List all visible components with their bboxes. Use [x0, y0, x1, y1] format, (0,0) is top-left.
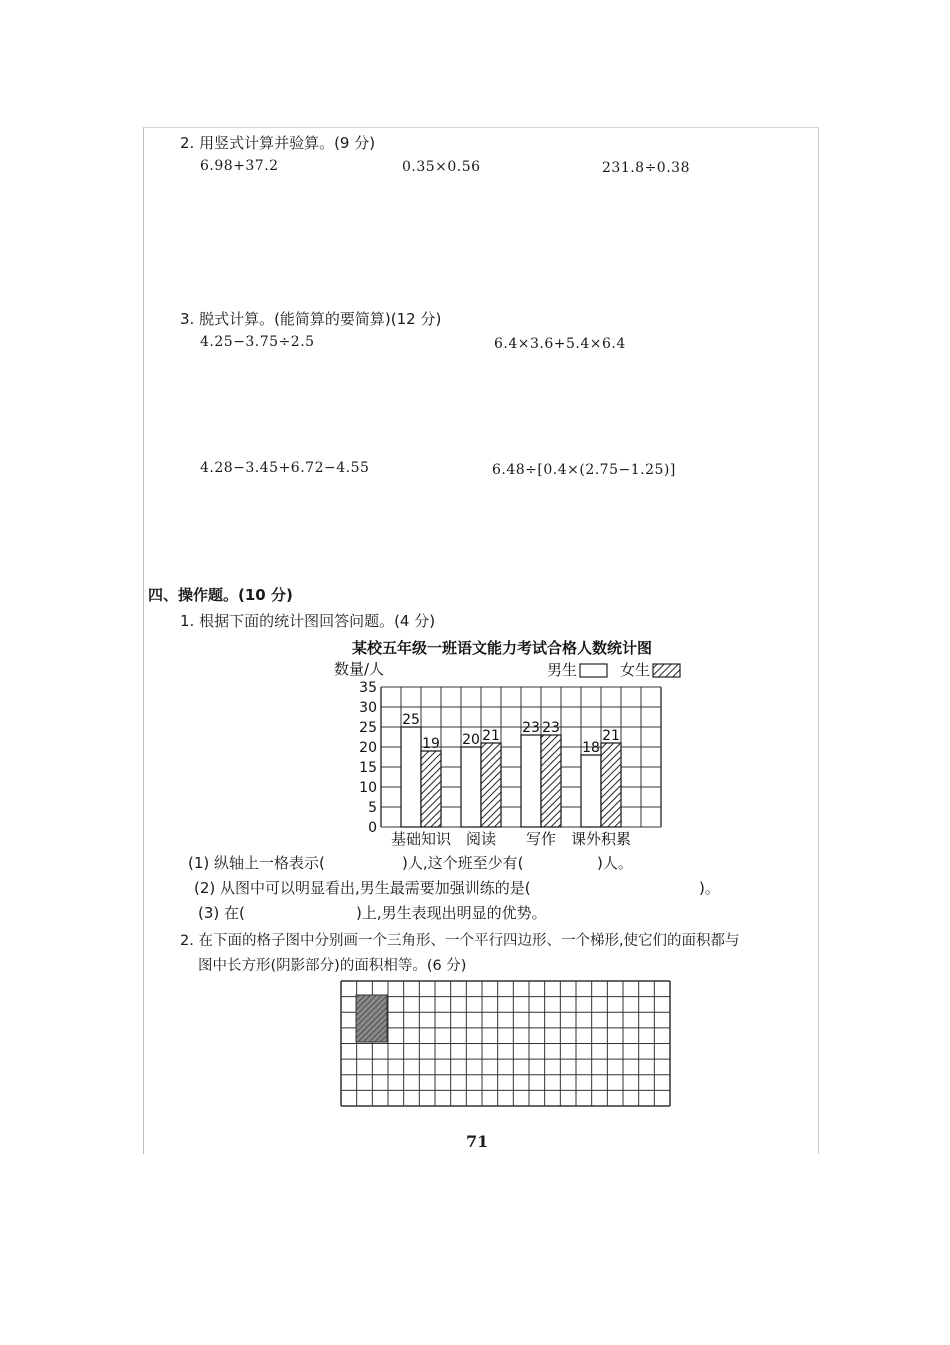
q3-expr-1: 4.25−3.75÷2.5 — [200, 334, 315, 350]
y-tick-label: 30 — [359, 700, 377, 716]
q3-title: 3. 脱式计算。(能简算的要简算)(12 分) — [180, 310, 442, 328]
x-category-label: 阅读 — [465, 830, 497, 848]
section4-title: 四、操作题。(10 分) — [148, 586, 293, 604]
q4-2-line2: 图中长方形(阴影部分)的面积相等。(6 分) — [198, 958, 467, 974]
sub3-part-b: )上,男生表现出明显的优势。 — [356, 904, 547, 922]
q4-1-title: 1. 根据下面的统计图回答问题。(4 分) — [180, 612, 436, 630]
q4-2-line1: 2. 在下面的格子图中分别画一个三角形、一个平行四边形、一个梯形,使它们的面积都与 — [180, 933, 740, 949]
q2-title: 2. 用竖式计算并验算。(9 分) — [180, 134, 376, 152]
sub1-part-b: )人,这个班至少有( — [402, 854, 524, 872]
sub2-part-a: (2) 从图中可以明显看出,男生最需要加强训练的是( — [194, 879, 531, 897]
y-tick-label: 0 — [368, 820, 377, 836]
y-tick-label: 20 — [359, 740, 377, 756]
bar-girls — [481, 743, 501, 827]
bar-girls — [421, 751, 441, 827]
legend-swatch-girls — [653, 664, 680, 677]
legend-label-boys: 男生 — [547, 661, 578, 679]
bar-chart — [324, 636, 694, 852]
bar-girls — [541, 735, 561, 827]
bar-value-label: 21 — [602, 728, 620, 744]
bar-girls — [601, 743, 621, 827]
bar-boys — [401, 727, 421, 827]
bar-boys — [521, 735, 541, 827]
y-tick-label: 10 — [359, 780, 377, 796]
bar-value-label: 20 — [462, 732, 480, 748]
sub1-part-c: )人。 — [597, 854, 633, 872]
x-category-label: 基础知识 — [390, 830, 452, 848]
bar-value-label: 21 — [482, 728, 500, 744]
y-tick-label: 15 — [359, 760, 377, 776]
bar-value-label: 23 — [542, 720, 560, 736]
legend-swatch-boys — [580, 664, 607, 677]
page-number: 71 — [466, 1132, 489, 1151]
worksheet-page — [143, 127, 819, 1154]
q2-expr-2: 0.35×0.56 — [402, 159, 481, 175]
x-category-label: 写作 — [525, 830, 557, 848]
q2-expr-3: 231.8÷0.38 — [602, 160, 690, 176]
bar-value-label: 19 — [422, 736, 440, 752]
q3-expr-3: 4.28−3.45+6.72−4.55 — [200, 460, 370, 476]
chart-ylabel: 数量/人 — [334, 660, 385, 678]
bar-value-label: 23 — [522, 720, 540, 736]
sub2-part-b: )。 — [699, 879, 720, 897]
chart-title: 某校五年级一班语文能力考试合格人数统计图 — [351, 639, 653, 657]
sub3-part-a: (3) 在( — [198, 904, 245, 922]
bar-value-label: 18 — [582, 740, 600, 756]
bar-boys — [581, 755, 601, 827]
q2-expr-1: 6.98+37.2 — [200, 158, 279, 174]
y-tick-label: 35 — [359, 680, 377, 696]
y-tick-label: 5 — [368, 800, 377, 816]
q3-expr-4: 6.48÷[0.4×(2.75−1.25)] — [492, 462, 676, 478]
shaded-rectangle — [356, 995, 387, 1042]
sub1-part-a: (1) 纵轴上一格表示( — [188, 854, 325, 872]
x-category-label: 课外积累 — [570, 830, 632, 848]
bar-boys — [461, 747, 481, 827]
legend-label-girls: 女生 — [620, 661, 651, 679]
bar-value-label: 25 — [402, 712, 420, 728]
grid-paper — [340, 980, 672, 1110]
y-tick-label: 25 — [359, 720, 377, 736]
q3-expr-2: 6.4×3.6+5.4×6.4 — [494, 336, 626, 352]
